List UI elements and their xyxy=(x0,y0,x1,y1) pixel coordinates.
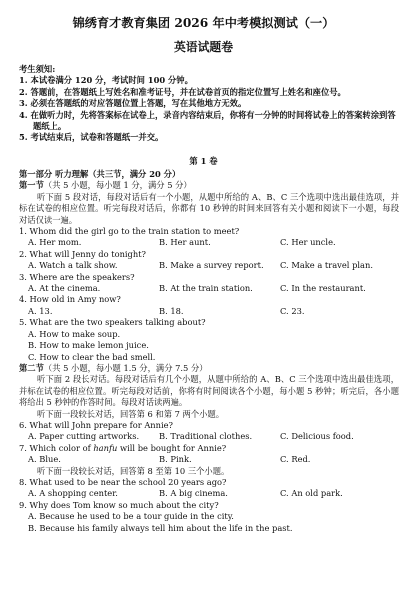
option-a: A. Because he used to be a tour guide in the city. xyxy=(28,511,234,522)
option-b: B. Her aunt. xyxy=(159,237,211,248)
option-c: C. Make a travel plan. xyxy=(280,260,373,271)
question-text: 6. What will John prepare for Annie? xyxy=(19,419,174,430)
question-text-italic: hanfu xyxy=(93,442,118,453)
option-b: B. Make a survey report. xyxy=(159,260,264,271)
question-options xyxy=(19,454,399,465)
section-instructions: 听下面 2 段长对话。每段对话后有几个小题，从题中所给的 A、B、C 三个选项中选出最佳选项，并标在试卷的相应位置。听完每段对话前，你将有时间阅读各个小题，每小题 5 秒钟；听完后，各小题将给出 5 秒钟的作答时间。每段对话读两遍。 xyxy=(19,374,399,408)
option-a: A. Her mom. xyxy=(28,237,82,248)
question-options xyxy=(19,260,399,271)
option-a: A. Paper cutting artworks. xyxy=(28,431,140,442)
notes-item: 3. 必须在答题纸的对应答题位置上答题，写在其他地方无效。 xyxy=(19,98,247,109)
question-text: 1. Whom did the girl go to the train station to meet? xyxy=(19,226,240,237)
option-a: A. Blue. xyxy=(28,454,61,465)
notes-item: 1. 本试卷满分 120 分，考试时间 100 分钟。 xyxy=(19,75,193,86)
question-text: 3. Where are the speakers? xyxy=(19,271,135,282)
option-b: B. 18. xyxy=(159,305,184,316)
notes-item: 4. 在做听力时，先将答案标在试卷上，录音内容结束后，你将有一分钟的时间将试卷上的答案转涂到答题纸上。 xyxy=(19,109,396,132)
section-note: （共 5 小题，每小题 1.5 分，满分 7.5 分） xyxy=(43,362,208,373)
section-title: 第一节 xyxy=(19,180,44,191)
notes-item: 2. 答题前，在答题纸上写姓名和准考证号，并在试卷首页的指定位置写上姓名和座位号。 xyxy=(19,86,346,97)
option-a: A. A shopping center. xyxy=(28,488,118,499)
question-text xyxy=(19,443,399,454)
option-b: B. How to make lemon juice. xyxy=(28,340,149,351)
option-c: C. 23. xyxy=(280,305,305,316)
question-options xyxy=(19,306,399,317)
option-c: C. Delicious food. xyxy=(280,431,354,442)
notes-heading: 考生须知: xyxy=(19,64,56,74)
section-heading xyxy=(19,180,399,191)
option-b: B. Traditional clothes. xyxy=(159,431,253,442)
question-text: 4. How old in Amy now? xyxy=(19,294,121,305)
part-heading: 第一部分 听力理解（共三节，满分 20 分） xyxy=(19,169,181,179)
notes-item: 5. 考试结束后，试卷和答题纸一并交。 xyxy=(19,132,164,143)
section-instructions: 听下面 5 段对话，每段对话后有一个小题，从题中所给的 A、B、C 三个选项中选出最佳选项，并标在试卷的相应位置。听完每段对话后，你都有 10 秒钟的时间来回答有关小题和阅读下一小题，每段对话仅读一遍。 xyxy=(19,191,399,225)
question-text: 9. Why does Tom know so much about the city? xyxy=(19,499,219,510)
option-c: C. How to clear the bad smell. xyxy=(28,351,156,362)
listening-part xyxy=(19,169,399,534)
option-b: B. Because his family always tell him about the life in the past. xyxy=(28,522,293,533)
question-text-end: will be bought for Annie? xyxy=(117,442,227,453)
question-text-start: 7. Which color of xyxy=(19,442,94,453)
question-options xyxy=(19,283,399,294)
option-c: C. In the restaurant. xyxy=(280,283,366,294)
option-c: C. Red. xyxy=(280,454,311,465)
option-a: A. At the cinema. xyxy=(28,283,101,294)
question-options xyxy=(19,431,399,442)
option-a: A. How to make soup. xyxy=(28,328,121,339)
question-text: 8. What used to be near the school 20 years ago? xyxy=(19,476,227,487)
section-title: 第二节 xyxy=(19,362,44,373)
dialog-intro: 听下面一段较长对话，回答第 6 和第 7 两个小题。 xyxy=(37,408,225,419)
question-options xyxy=(19,488,399,499)
question-options xyxy=(19,237,399,248)
option-b: B. Pink. xyxy=(159,454,192,465)
exam-notes xyxy=(19,64,399,144)
section-note: （共 5 小题，每小题 1 分，满分 5 分） xyxy=(43,180,192,191)
dialog-intro: 听下面一段较长对话，回答第 8 至第 10 三个小题。 xyxy=(37,465,230,476)
option-b: B. A big cinema. xyxy=(159,488,228,499)
question-text: 2. What will Jenny do tonight? xyxy=(19,248,146,259)
option-c: C. Her uncle. xyxy=(280,237,336,248)
exam-subtitle: 英语试题卷 xyxy=(174,40,233,54)
exam-title: 锦绣育才教育集团 2026 年中考模拟测试（一） xyxy=(72,16,335,30)
volume-label: 第 1 卷 xyxy=(189,156,218,166)
option-a: A. 13. xyxy=(28,305,53,316)
option-c: C. An old park. xyxy=(280,488,343,499)
section-heading xyxy=(19,363,399,374)
question-text: 5. What are the two speakers talking about? xyxy=(19,317,206,328)
option-a: A. Watch a talk show. xyxy=(28,260,118,271)
option-b: B. At the train station. xyxy=(159,283,253,294)
